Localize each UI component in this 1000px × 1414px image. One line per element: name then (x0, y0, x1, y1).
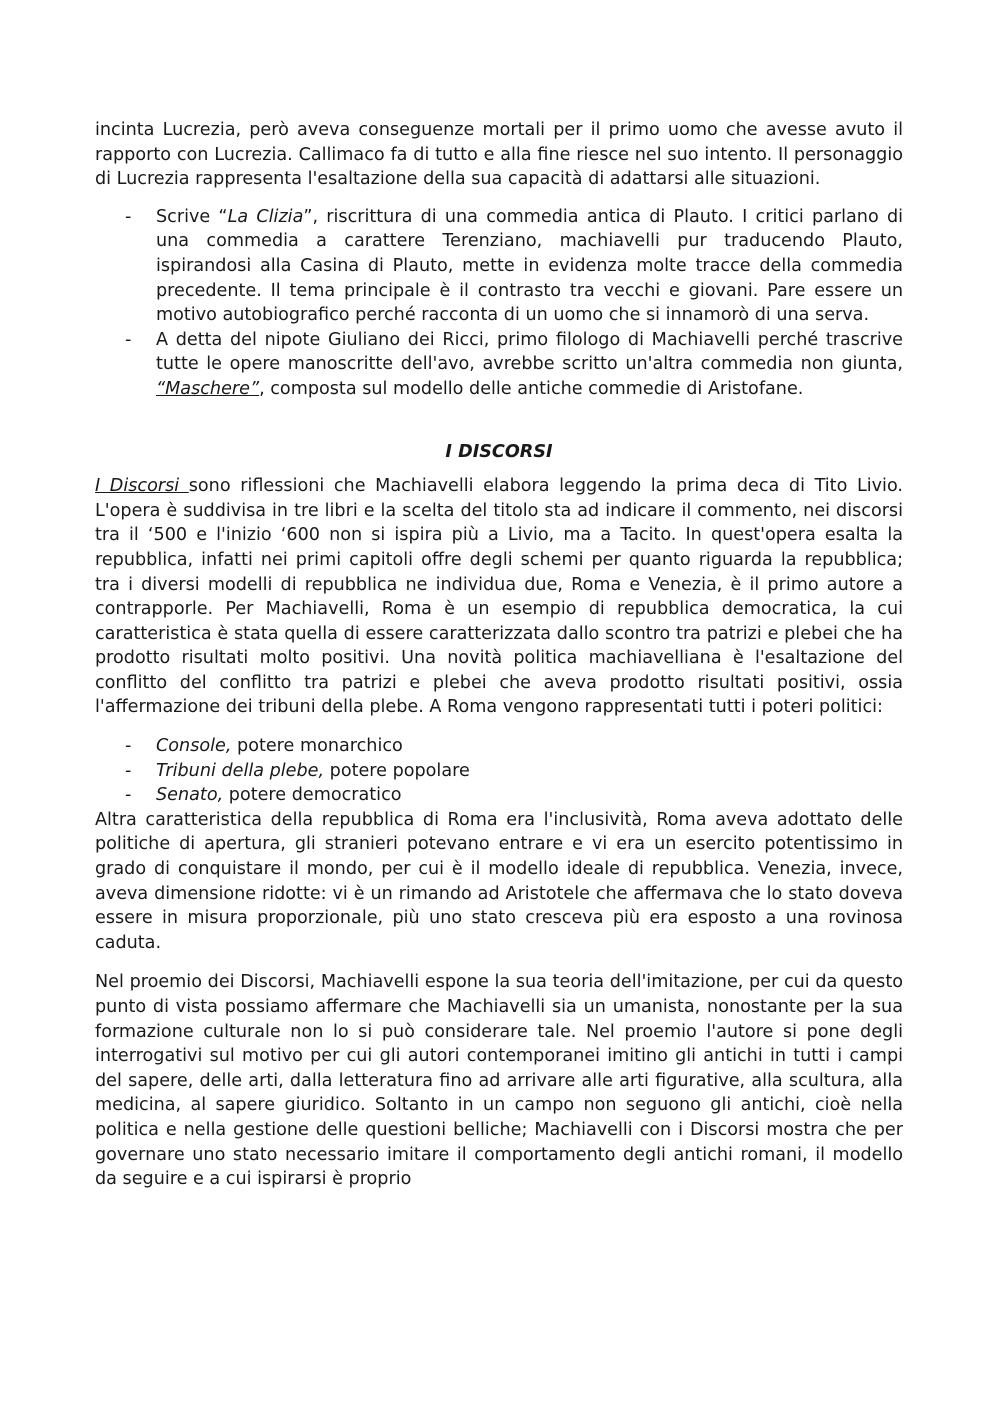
list-dash: - (125, 329, 132, 350)
list-item (95, 759, 903, 784)
power-desc: potere monarchico (231, 736, 403, 757)
roma-venezia-paragraph: Altra caratteristica della repubblica di Roma era l'inclusività, Roma aveva adottato delle politiche di apertura, gli stranieri potevano entrare e vi era un esercito potentissimo in grado di conquistare il mondo, per cui è il modello ideale di repubblica. Venezia, invece, aveva dimensione ridotte: vi è un rimando ad Aristotele che affermava che lo stato doveva essere in misura proporzionale, più uno stato cresceva più era esposto a una rovinosa caduta. (95, 809, 903, 953)
list-item (95, 328, 903, 402)
list-item (95, 783, 903, 808)
list-item (95, 205, 903, 328)
document-page (95, 118, 903, 1192)
power-term: Tribuni della plebe, (156, 760, 325, 781)
lead-title: I Discorsi (95, 476, 189, 497)
power-term: Console, (156, 736, 232, 757)
intro-paragraph: incinta Lucrezia, però aveva conseguenze mortali per il primo uomo che avesse avuto il rapporto con Lucrezia. Callimaco fa di tutto e alla fine riesce nel suo intento. Il personaggio di Lucrezia rappresenta l'esaltazione della sua capacità di adattarsi alle situazioni. (95, 120, 903, 190)
work-title: La Clizia (227, 206, 304, 227)
power-desc: potere popolare (324, 760, 470, 781)
list-item-text: ”, riscrittura di una commedia antica di Plauto. I critici parlano di una commedia a carattere Terenziano, machiavelli pur traducendo Plauto, ispirandosi alla Casina di Plauto, mette in evidenza molte tracce della commedia precedente. Il tema principale è il contrasto tra vecchi e giovani. Pare essere un motivo autobiografico perché racconta di un uomo che si innamorò di una serva. (156, 206, 904, 326)
list-dash: - (125, 736, 132, 757)
proemio-paragraph: Nel proemio dei Discorsi, Machiavelli espone la sua teoria dell'imitazione, per cui da questo punto di vista possiamo affermare che Machiavelli sia un umanista, nonostante per la sua formazione culturale non lo si può considerare tale. Nel proemio l'autore si pone degli interrogativi sul motivo per cui gli autori contemporanei imitino gli antichi in tutti i campi del sapere, delle arti, dalla letteratura fino ad arrivare alle arti figurative, alla scultura, alla medicina, al sapere giuridico. Soltanto in un campo non seguono gli antichi, cioè nella politica e nella gestione delle questioni belliche; Machiavelli con i Discorsi mostra che per governare uno stato necessario imitare il comportamento degli antichi romani, il modello da seguire e a cui ispirarsi è proprio (95, 972, 903, 1190)
work-title: “Maschere” (156, 378, 260, 399)
power-desc: potere democratico (223, 785, 402, 806)
section-lead-paragraph (95, 474, 903, 720)
list-item-text: Scrive “ (156, 206, 228, 227)
lead-text: sono riflessioni che Machiavelli elabora leggendo la prima deca di Tito Livio. L'opera è suddivisa in tre libri e la scelta del titolo sta ad indicare il commento, nei discorsi tra il ‘500 e l'inizio ‘600 non si ispira più a Livio, ma a Tacito. In quest'opera esalta la repubblica, infatti nei primi capitoli offre degli schemi per quanto riguarda la repubblica; tra i diversi modelli di repubblica ne individua due, Roma e Venezia, è il primo autore a contrapporle. Per Machiavelli, Roma è un esempio di repubblica democratica, la cui caratteristica è stata quella di essere caratterizzata dallo scontro tra patrizi e plebei che ha prodotto risultati molto positivi. Una novità politica machiavelliana è l'esaltazione del conflitto del conflitto tra patrizi e plebei che aveva prodotto risultati positivi, ossia l'affermazione dei tribuni della plebe. A Roma vengono rappresentati tutti i poteri politici: (95, 476, 903, 718)
power-term: Senato, (156, 785, 224, 806)
list-item-text: , composta sul modello delle antiche commedie di Aristofane. (259, 378, 804, 399)
list-dash: - (125, 785, 132, 806)
works-list (95, 205, 903, 402)
list-dash: - (125, 760, 132, 781)
list-item (95, 734, 903, 759)
list-item-text: A detta del nipote Giuliano dei Ricci, primo filologo di Machiavelli perché trascrive tutte le opere manoscritte dell'avo, avrebbe scritto un'altra commedia non giunta, (156, 329, 903, 375)
powers-list (95, 734, 903, 808)
section-heading: I DISCORSI (445, 441, 553, 462)
list-dash: - (125, 206, 132, 227)
